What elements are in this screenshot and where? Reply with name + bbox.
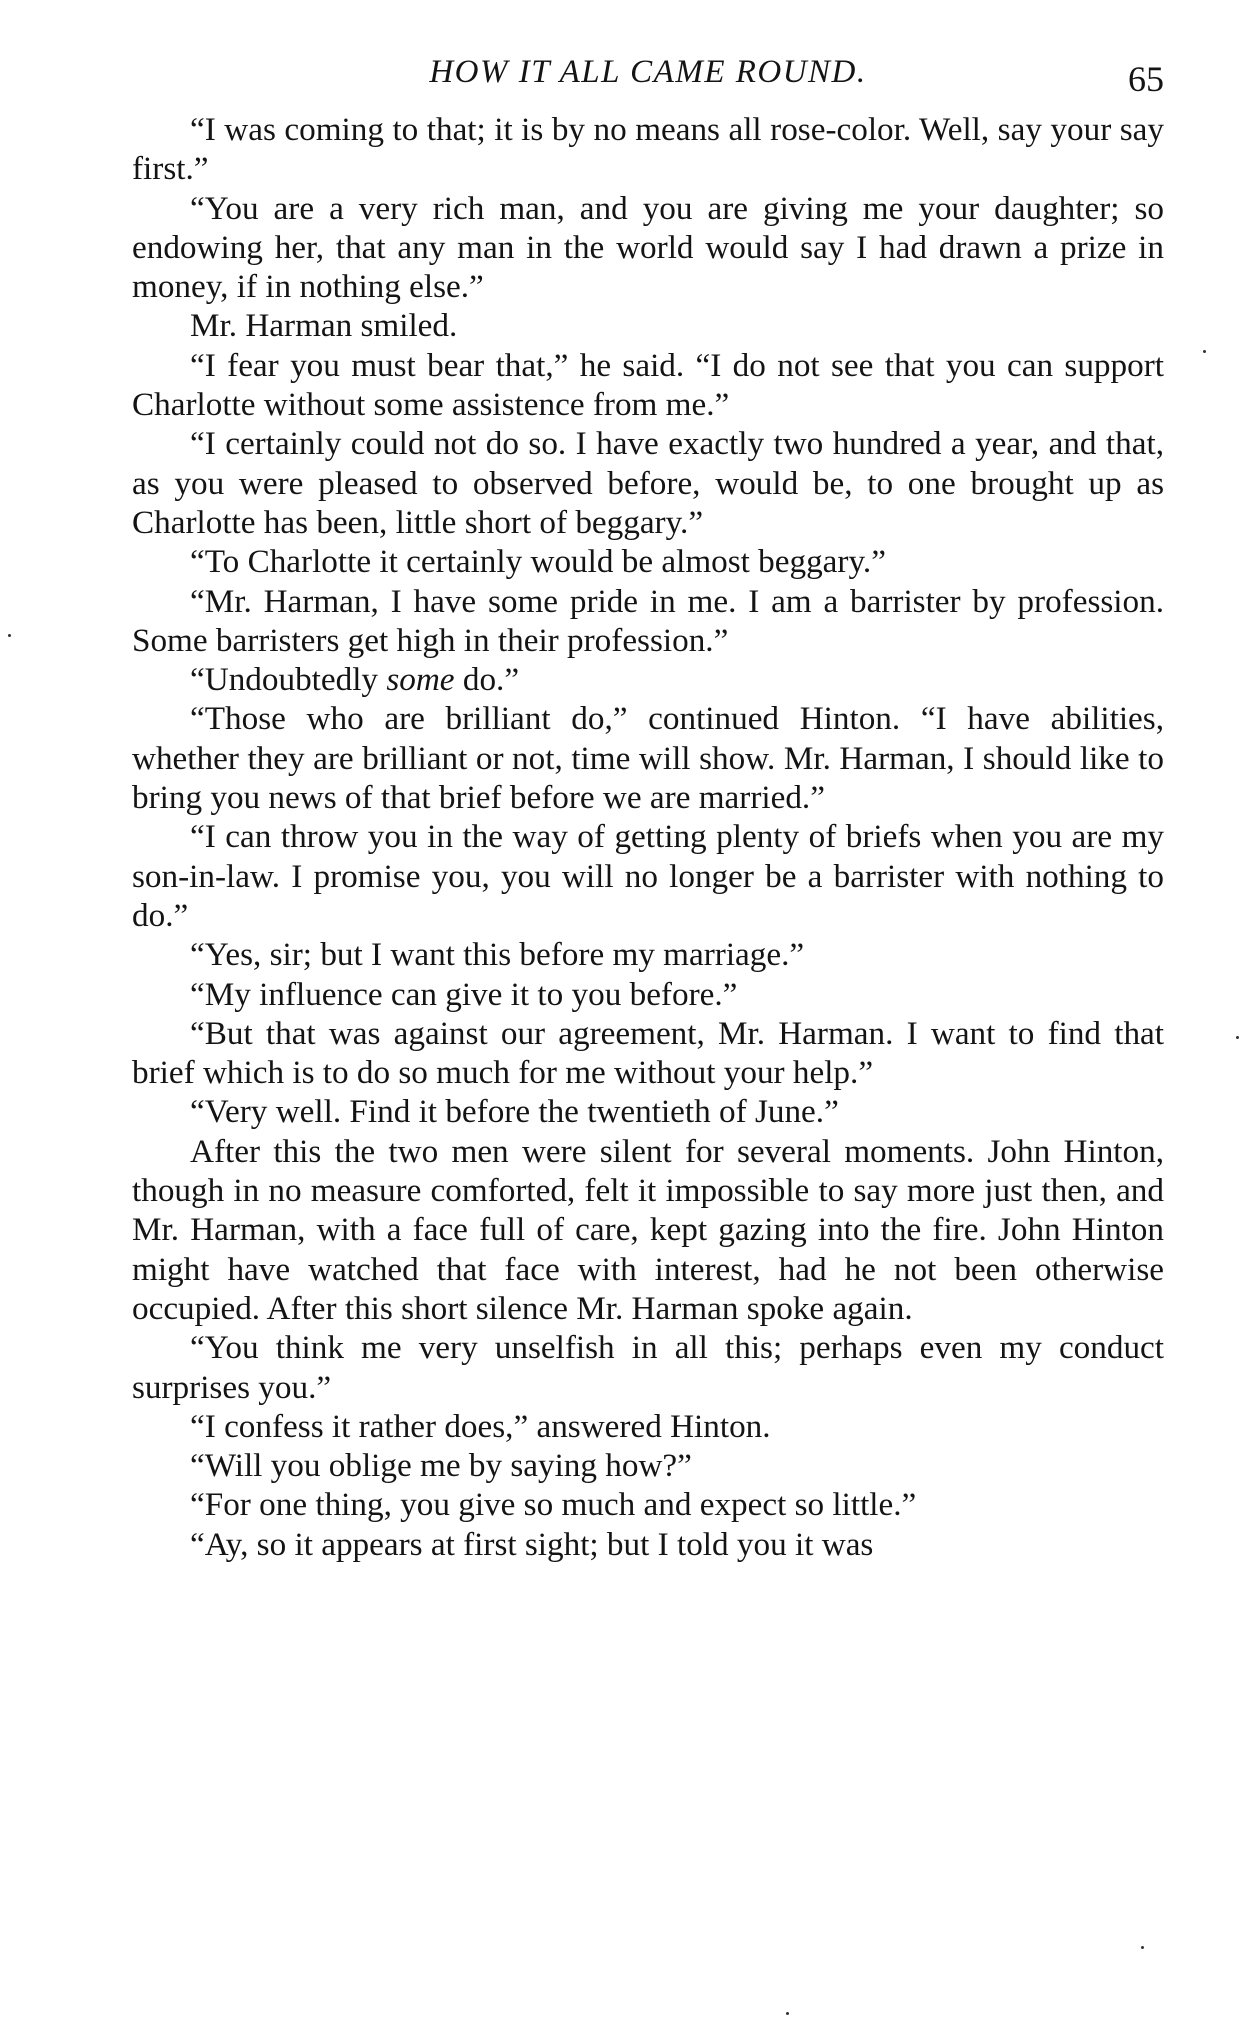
paragraph-12: “My influence can give it to you before.” [190,975,738,1013]
paragraph-13: “But that was against our agreement, Mr. Harman. I want to find that brief which is to do so much for me without your help.” [132,1014,1164,1092]
paragraph-15: After this the two men were silent for several moments. John Hinton, though in no measure comforted, felt it impossible to say more just then, and Mr. Harman, with a face full of care, kept gazing into the fire. John Hinton might have watched that face with interest, had he not been otherwise occupied. After this short silence Mr. Harman spoke again. [132,1132,1164,1327]
paragraph-8 [132,660,1164,699]
paragraph-9: “Those who are brilliant do,” continued Hinton. “I have abilities, whether they are brilliant or not, time will show. Mr. Harman, I should like to bring you news of that brief before we are married.” [132,700,1164,817]
paragraph-5: “I certainly could not do so. I have exactly two hundred a year, and that, as you were pleased to observed before, would be, to one brought up as Charlotte has been, little short of beggary.” [132,425,1164,541]
paragraph-6: “To Charlotte it certainly would be almost beggary.” [190,543,886,581]
page-header [132,48,1164,110]
paragraph-17: “I confess it rather does,” answered Hinton. [190,1407,771,1445]
print-speck [8,634,11,637]
paragraph-16: “You think me very unselfish in all this; perhaps even my conduct surprises you.” [132,1329,1164,1406]
paragraph-19: “For one thing, you give so much and expect so little.” [190,1486,917,1524]
print-speck [786,2012,789,2015]
body-text [132,110,1164,1564]
paragraph-4: “I fear you must bear that,” he said. “I do not see that you can support Charlotte without some assistence from me.” [132,346,1164,424]
page-number: 65 [1128,59,1164,99]
paragraph-11: “Yes, sir; but I want this before my marriage.” [190,936,805,974]
paragraph-2: “You are a very rich man, and you are giving me your daughter; so endowing her, that any man in the world would say I had drawn a prize in money, if in nothing else.” [132,189,1164,306]
paragraph-20: “Ay, so it appears at first sight; but I told you it was [190,1525,874,1563]
paragraph-1: “I was coming to that; it is by no means all rose-color. Well, say your say first.” [132,111,1164,188]
paragraph-7: “Mr. Harman, I have some pride in me. I am a barrister by profession. Some barristers get high in their profession.” [132,582,1164,659]
paragraph-14: “Very well. Find it before the twentieth of June.” [190,1093,839,1131]
running-title: HOW IT ALL CAME ROUND. [429,54,867,90]
emphasis-word: some [386,661,455,699]
paragraph-8-start: “Undoubtedly [190,661,387,699]
paragraph-10: “I can throw you in the way of getting plenty of briefs when you are my son-in-law. I promise you, you will no longer be a barrister with nothing to do.” [132,818,1164,934]
paragraph-3: Mr. Harman smiled. [190,307,458,345]
print-speck [1141,1946,1144,1949]
paragraph-18: “Will you oblige me by saying how?” [190,1447,692,1485]
print-speck [1203,350,1206,353]
paragraph-8-end: do.” [454,661,520,699]
book-page [132,48,1164,1564]
